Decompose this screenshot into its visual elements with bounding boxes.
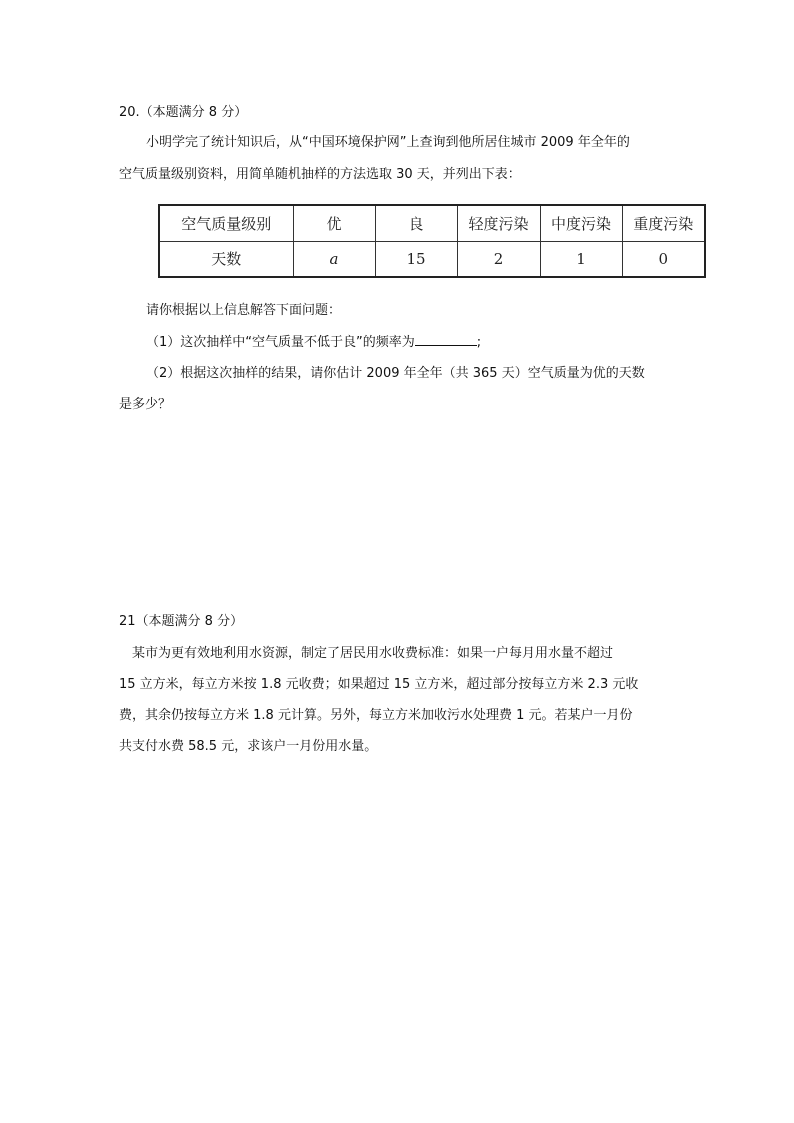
table-cell: 0	[622, 241, 705, 277]
table-header-cell: 空气质量级别	[159, 205, 293, 241]
q21-line-4: 共支付水费 58.5 元，求该户一月份用水量。	[119, 739, 378, 754]
q20-paragraph-line-2: 空气质量级别资料，用简单随机抽样的方法选取 30 天，并列出下表：	[119, 167, 521, 182]
table-header-cell: 优	[293, 205, 375, 241]
table-row	[159, 241, 705, 277]
table-header-row	[159, 205, 705, 241]
q20-subquestion-2-line-2: 是多少？	[119, 397, 172, 412]
table-header-cell: 重度污染	[622, 205, 705, 241]
q20-heading: 20.（本题满分 8 分）	[119, 105, 248, 120]
table-header-cell: 良	[375, 205, 457, 241]
table-cell: 2	[457, 241, 540, 277]
answer-blank	[415, 333, 477, 346]
table-header-cell: 轻度污染	[457, 205, 540, 241]
table-cell: a	[293, 241, 375, 277]
q21-line-2: 15 立方米，每立方米按 1.8 元收费；如果超过 15 立方米，超过部分按每立方米 2.3 元收	[119, 677, 639, 692]
table-cell: 15	[375, 241, 457, 277]
q20-sub1-suffix: ;	[476, 335, 482, 350]
q21-line-1: 某市为更有效地利用水资源，制定了居民用水收费标准：如果一户每月用水量不超过	[132, 646, 614, 661]
table-cell: 1	[540, 241, 622, 277]
q21-line-3: 费，其余仍按每立方米 1.8 元计算。另外，每立方米加收污水处理费 1 元。若某户一月份	[119, 708, 633, 723]
q20-subquestion-2-line-1: （2）根据这次抽样的结果，请你估计 2009 年全年（共 365 天）空气质量为优的天数	[146, 366, 645, 381]
q20-paragraph-line-1: 小明学完了统计知识后，从“中国环境保护网”上查询到他所居住城市 2009 年全年的	[146, 135, 630, 150]
table-header-cell: 中度污染	[540, 205, 622, 241]
air-quality-table	[158, 204, 704, 278]
q20-subquestion-1	[146, 333, 481, 352]
q21-heading: 21（本题满分 8 分）	[119, 614, 244, 629]
q20-prompt: 请你根据以上信息解答下面问题：	[146, 303, 342, 318]
table-cell: 天数	[159, 241, 293, 277]
q20-sub1-text: （1）这次抽样中“空气质量不低于良”的频率为	[146, 335, 415, 350]
